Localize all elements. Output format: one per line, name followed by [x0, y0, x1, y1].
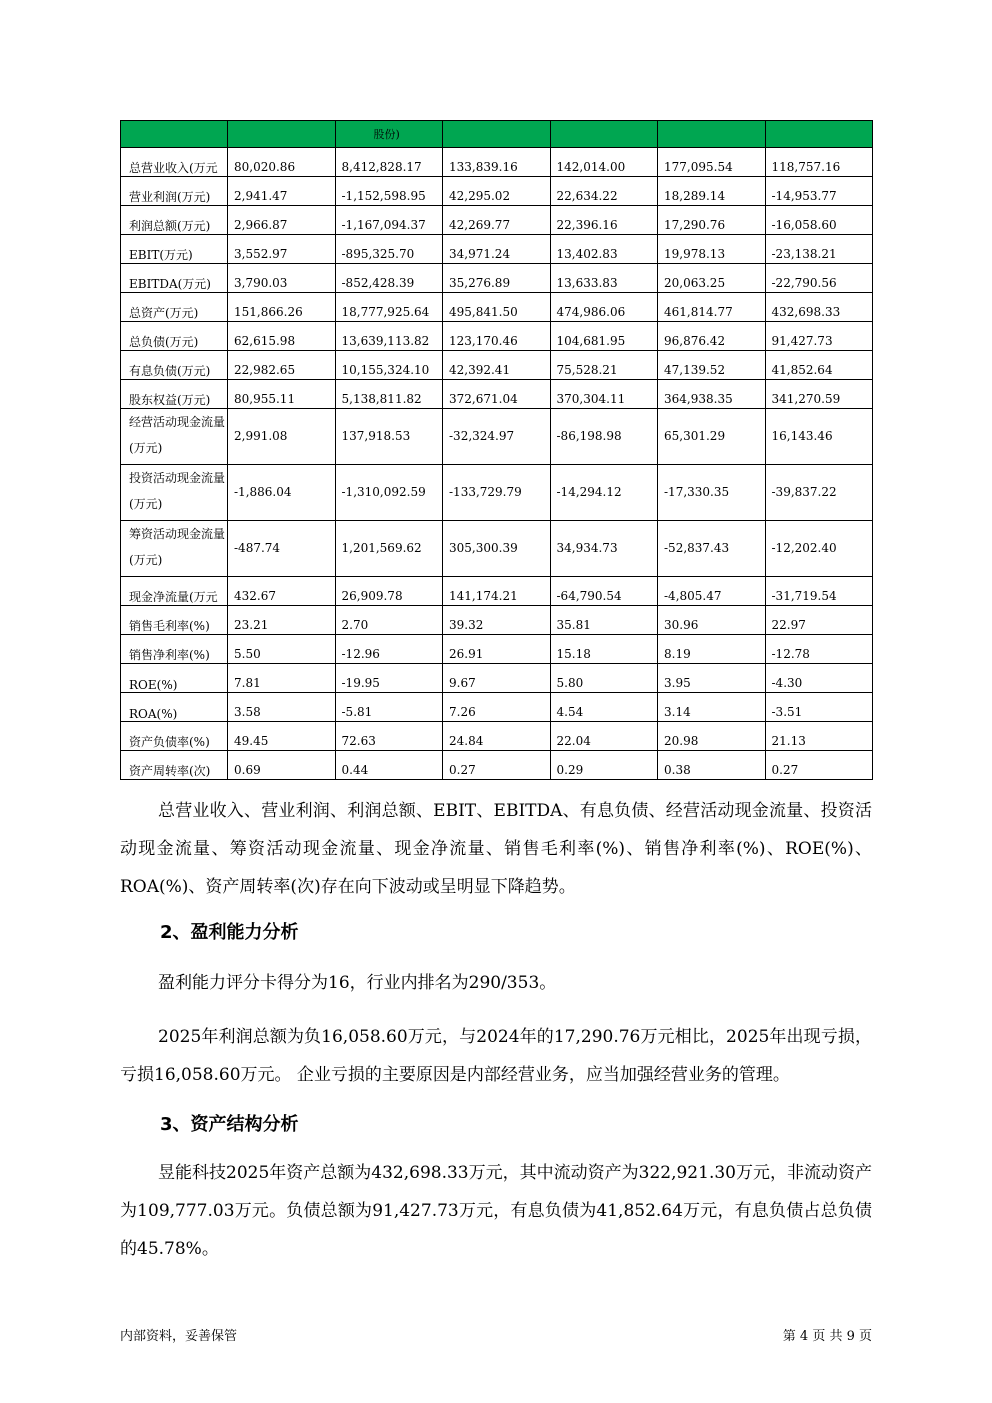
table-cell: 8.19	[658, 635, 766, 664]
table-cell: 72.63	[335, 722, 443, 751]
table-cell: -895,325.70	[335, 235, 443, 264]
table-cell: 8,412,828.17	[335, 148, 443, 177]
table-cell: -86,198.98	[550, 409, 658, 465]
table-cell: 7.81	[228, 664, 336, 693]
table-cell: 3.58	[228, 693, 336, 722]
table-cell: 13,633.83	[550, 264, 658, 293]
table-cell: 432.67	[228, 577, 336, 606]
table-cell: 2,991.08	[228, 409, 336, 465]
table-cell: 372,671.04	[443, 380, 551, 409]
row-label: EBIT(万元)	[121, 235, 228, 264]
table-cell: 141,174.21	[443, 577, 551, 606]
table-cell: 2,941.47	[228, 177, 336, 206]
table-cell: 80,955.11	[228, 380, 336, 409]
header-cell	[228, 121, 336, 148]
header-cell	[443, 121, 551, 148]
table-row	[121, 293, 873, 322]
table-cell: 3.14	[658, 693, 766, 722]
table-cell: 30.96	[658, 606, 766, 635]
financial-table	[120, 120, 873, 780]
table-cell: 39.32	[443, 606, 551, 635]
table-cell: -4,805.47	[658, 577, 766, 606]
footer-note: 内部资料，妥善保管	[120, 1329, 238, 1344]
table-cell: -12,202.40	[765, 521, 873, 577]
table-row	[121, 148, 873, 177]
table-row	[121, 521, 873, 577]
table-row	[121, 722, 873, 751]
table-cell: 13,639,113.82	[335, 322, 443, 351]
row-label: EBITDA(万元)	[121, 264, 228, 293]
table-row	[121, 322, 873, 351]
table-cell: 0.69	[228, 751, 336, 780]
table-cell: 0.27	[765, 751, 873, 780]
table-cell: 42,269.77	[443, 206, 551, 235]
table-cell: 19,978.13	[658, 235, 766, 264]
table-row	[121, 606, 873, 635]
table-cell: 118,757.16	[765, 148, 873, 177]
table-row	[121, 664, 873, 693]
row-label: 销售净利率(%)	[121, 635, 228, 664]
table-cell: 34,934.73	[550, 521, 658, 577]
table-cell: -23,138.21	[765, 235, 873, 264]
table-cell: 47,139.52	[658, 351, 766, 380]
table-cell: 1,201,569.62	[335, 521, 443, 577]
section-3-body: 昱能科技2025年资产总额为432,698.33万元，其中流动资产为322,921.30万元，非流动资产为109,777.03万元。负债总额为91,427.73万元，有息负债为41,852.64万元，有息负债占总负债的45.78%。	[120, 1163, 872, 1259]
table-cell: 15.18	[550, 635, 658, 664]
table-cell: 5,138,811.82	[335, 380, 443, 409]
table-row	[121, 577, 873, 606]
table-row	[121, 635, 873, 664]
table-cell: -852,428.39	[335, 264, 443, 293]
table-cell: 17,290.76	[658, 206, 766, 235]
header-cell	[658, 121, 766, 148]
table-cell: 18,289.14	[658, 177, 766, 206]
table-cell: 22.04	[550, 722, 658, 751]
table-cell: 10,155,324.10	[335, 351, 443, 380]
table-cell: 24.84	[443, 722, 551, 751]
table-cell: 0.38	[658, 751, 766, 780]
table-cell: 23.21	[228, 606, 336, 635]
row-label: 销售毛利率(%)	[121, 606, 228, 635]
table-cell: 2.70	[335, 606, 443, 635]
table-cell: 474,986.06	[550, 293, 658, 322]
header-cell: 股份)	[335, 121, 443, 148]
row-label: ROE(%)	[121, 664, 228, 693]
table-cell: 104,681.95	[550, 322, 658, 351]
table-cell: -31,719.54	[765, 577, 873, 606]
table-cell: 26.91	[443, 635, 551, 664]
row-label: 总资产(万元)	[121, 293, 228, 322]
table-cell: -14,953.77	[765, 177, 873, 206]
table-cell: 35,276.89	[443, 264, 551, 293]
table-cell: 34,971.24	[443, 235, 551, 264]
table-cell: 62,615.98	[228, 322, 336, 351]
table-cell: 0.27	[443, 751, 551, 780]
table-cell: 18,777,925.64	[335, 293, 443, 322]
table-cell: 20.98	[658, 722, 766, 751]
section-2-score: 盈利能力评分卡得分为16，行业内排名为290/353。	[158, 973, 557, 993]
table-cell: -1,310,092.59	[335, 465, 443, 521]
table-cell: 432,698.33	[765, 293, 873, 322]
table-cell: 341,270.59	[765, 380, 873, 409]
table-row	[121, 380, 873, 409]
table-cell: 22,396.16	[550, 206, 658, 235]
table-row	[121, 206, 873, 235]
table-cell: 2,966.87	[228, 206, 336, 235]
table-cell: 41,852.64	[765, 351, 873, 380]
table-cell: -32,324.97	[443, 409, 551, 465]
row-label: 现金净流量(万元	[121, 577, 228, 606]
table-cell: -1,886.04	[228, 465, 336, 521]
table-cell: -1,152,598.95	[335, 177, 443, 206]
table-cell: 75,528.21	[550, 351, 658, 380]
table-cell: 42,392.41	[443, 351, 551, 380]
table-cell: 13,402.83	[550, 235, 658, 264]
table-cell: -1,167,094.37	[335, 206, 443, 235]
row-label: 筹资活动现金流量(万元)	[121, 521, 228, 577]
table-cell: 177,095.54	[658, 148, 766, 177]
table-cell: -133,729.79	[443, 465, 551, 521]
header-cell	[550, 121, 658, 148]
table-cell: 26,909.78	[335, 577, 443, 606]
table-cell: -39,837.22	[765, 465, 873, 521]
table-header-row	[121, 121, 873, 148]
table-cell: -64,790.54	[550, 577, 658, 606]
table-cell: 7.26	[443, 693, 551, 722]
table-cell: -19.95	[335, 664, 443, 693]
table-cell: 3,552.97	[228, 235, 336, 264]
row-label: 资产周转率(次)	[121, 751, 228, 780]
row-label: 投资活动现金流量(万元)	[121, 465, 228, 521]
table-cell: 461,814.77	[658, 293, 766, 322]
table-cell: 91,427.73	[765, 322, 873, 351]
table-cell: 142,014.00	[550, 148, 658, 177]
table-cell: 16,143.46	[765, 409, 873, 465]
trend-paragraph: 总营业收入、营业利润、利润总额、EBIT、EBITDA、有息负债、经营活动现金流量、投资活动现金流量、筹资活动现金流量、现金净流量、销售毛利率(%)、销售净利率(%)、ROE(%)、ROA(%)、资产周转率(次)存在向下波动或呈明显下降趋势。	[120, 801, 872, 897]
section-2-body: 2025年利润总额为负16,058.60万元，与2024年的17,290.76万元相比，2025年出现亏损，亏损16,058.60万元。 企业亏损的主要原因是内部经营业务，应当加强经营业务的管理。	[120, 1027, 872, 1085]
table-cell: 305,300.39	[443, 521, 551, 577]
table-cell: -16,058.60	[765, 206, 873, 235]
section-3-title: 3、资产结构分析	[160, 1114, 299, 1135]
row-label: 利润总额(万元)	[121, 206, 228, 235]
table-row	[121, 465, 873, 521]
table-row	[121, 351, 873, 380]
table-cell: 96,876.42	[658, 322, 766, 351]
table-cell: -17,330.35	[658, 465, 766, 521]
table-cell: 3,790.03	[228, 264, 336, 293]
section-2-title: 2、盈利能力分析	[160, 922, 299, 943]
table-cell: 137,918.53	[335, 409, 443, 465]
table-cell: 123,170.46	[443, 322, 551, 351]
table-cell: 42,295.02	[443, 177, 551, 206]
table-cell: 22,982.65	[228, 351, 336, 380]
table-row	[121, 409, 873, 465]
table-cell: 370,304.11	[550, 380, 658, 409]
table-cell: 5.50	[228, 635, 336, 664]
table-cell: 364,938.35	[658, 380, 766, 409]
table-cell: -52,837.43	[658, 521, 766, 577]
table-cell: -3.51	[765, 693, 873, 722]
table-cell: 5.80	[550, 664, 658, 693]
row-label: 营业利润(万元)	[121, 177, 228, 206]
table-cell: -14,294.12	[550, 465, 658, 521]
table-cell: 22,634.22	[550, 177, 658, 206]
table-cell: 151,866.26	[228, 293, 336, 322]
table-cell: 4.54	[550, 693, 658, 722]
table-cell: 20,063.25	[658, 264, 766, 293]
table-cell: -12.78	[765, 635, 873, 664]
table-cell: -487.74	[228, 521, 336, 577]
table-cell: -22,790.56	[765, 264, 873, 293]
table-cell: 3.95	[658, 664, 766, 693]
table-row	[121, 177, 873, 206]
table-cell: -12.96	[335, 635, 443, 664]
table-row	[121, 264, 873, 293]
table-cell: 80,020.86	[228, 148, 336, 177]
financial-table-container	[120, 120, 872, 780]
header-cell	[121, 121, 228, 148]
table-cell: 35.81	[550, 606, 658, 635]
table-cell: 9.67	[443, 664, 551, 693]
table-cell: 0.29	[550, 751, 658, 780]
row-label: 经营活动现金流量(万元)	[121, 409, 228, 465]
page-number: 第 4 页 共 9 页	[782, 1329, 872, 1344]
table-row	[121, 693, 873, 722]
table-cell: -4.30	[765, 664, 873, 693]
table-cell: 49.45	[228, 722, 336, 751]
table-cell: -5.81	[335, 693, 443, 722]
row-label: ROA(%)	[121, 693, 228, 722]
table-cell: 65,301.29	[658, 409, 766, 465]
row-label: 资产负债率(%)	[121, 722, 228, 751]
row-label: 总营业收入(万元	[121, 148, 228, 177]
table-cell: 133,839.16	[443, 148, 551, 177]
table-row	[121, 751, 873, 780]
table-cell: 22.97	[765, 606, 873, 635]
row-label: 股东权益(万元)	[121, 380, 228, 409]
table-row	[121, 235, 873, 264]
table-cell: 21.13	[765, 722, 873, 751]
row-label: 有息负债(万元)	[121, 351, 228, 380]
header-cell	[765, 121, 873, 148]
table-cell: 0.44	[335, 751, 443, 780]
row-label: 总负债(万元)	[121, 322, 228, 351]
table-cell: 495,841.50	[443, 293, 551, 322]
